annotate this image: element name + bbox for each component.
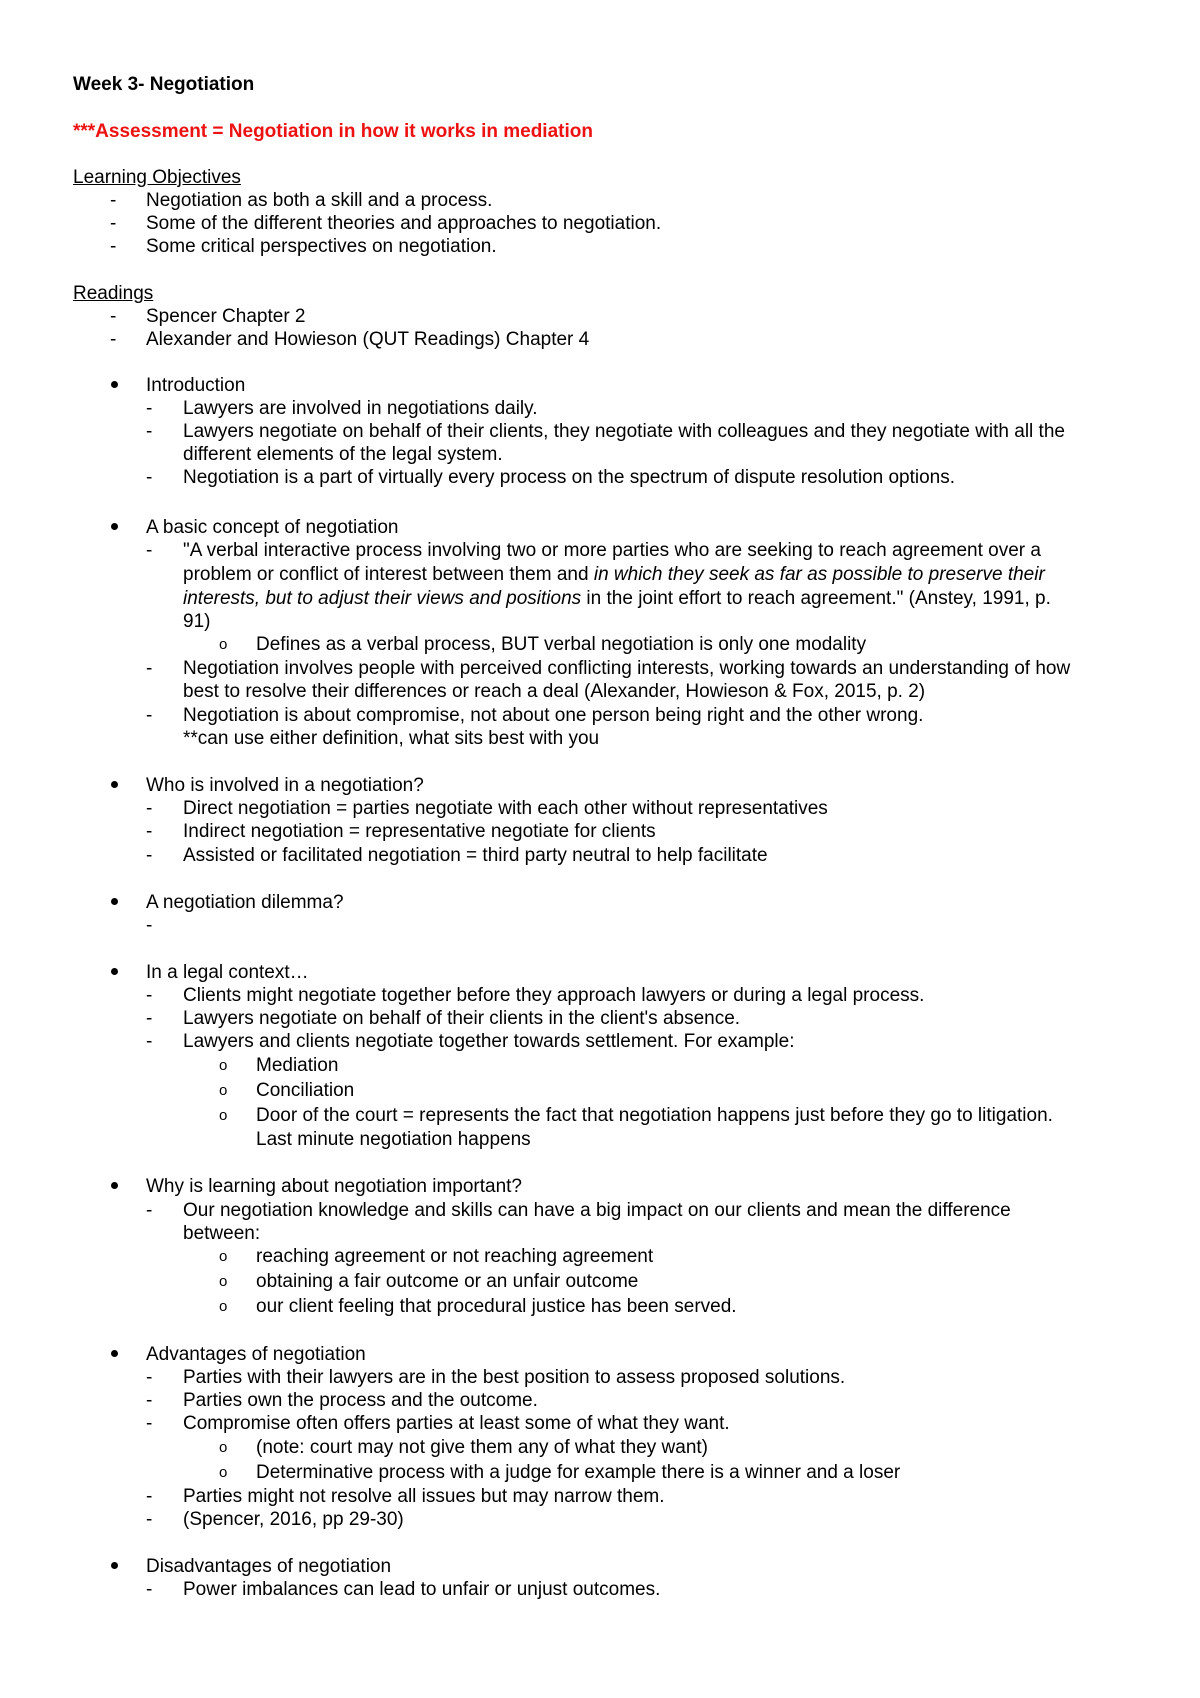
quote-plain-text: problem or conflict of interest between them and [183,564,594,585]
bullet-icon [111,968,118,975]
circle-marker: o [219,1298,228,1315]
dash-marker: - [110,213,117,234]
dash-marker: - [146,1200,153,1221]
quote-line [183,587,1051,610]
list-item: Assisted or facilitated negotiation = third party neutral to help facilitate [183,845,768,866]
list-item: (Spencer, 2016, pp 29-30) [183,1509,404,1530]
dash-marker: - [110,329,117,350]
readings-heading: Readings [73,283,154,304]
dash-marker: - [146,467,153,488]
list-item: Parties own the process and the outcome. [183,1390,538,1411]
reading-item: Alexander and Howieson (QUT Readings) Chapter 4 [146,329,590,350]
learning-objective-item: Negotiation as both a skill and a process. [146,190,493,211]
circle-marker: o [219,1107,228,1124]
sub-list-item: our client feeling that procedural justice has been served. [256,1296,737,1317]
circle-marker: o [219,1057,228,1074]
bullet-icon [111,781,118,788]
dash-marker: - [146,1579,153,1600]
sub-list-item: Determinative process with a judge for example there is a winner and a loser [256,1462,901,1483]
dash-marker: - [146,658,153,679]
list-item: Direct negotiation = parties negotiate with each other without representatives [183,798,828,819]
section-heading-introduction: Introduction [146,375,246,396]
learning-objective-item: Some critical perspectives on negotiation. [146,236,497,257]
bullet-icon [111,898,118,905]
list-item-continuation: different elements of the legal system. [183,444,503,465]
list-item: Parties might not resolve all issues but may narrow them. [183,1486,665,1507]
learning-objective-item: Some of the different theories and approaches to negotiation. [146,213,662,234]
section-heading-disadvantages: Disadvantages of negotiation [146,1556,392,1577]
dash-marker: - [146,798,153,819]
list-item-continuation: best to resolve their differences or reach a deal (Alexander, Howieson & Fox, 2015, p. 2) [183,681,926,702]
dash-marker: - [146,1413,153,1434]
reading-item: Spencer Chapter 2 [146,306,306,327]
sub-list-item: obtaining a fair outcome or an unfair outcome [256,1271,639,1292]
circle-marker: o [219,636,228,653]
section-heading-basic-concept: A basic concept of negotiation [146,517,399,538]
dash-marker: - [146,1031,153,1052]
circle-marker: o [219,1248,228,1265]
list-item: Negotiation involves people with perceived conflicting interests, working towards an understanding of how [183,658,1071,679]
list-item: Lawyers negotiate on behalf of their clients in the client's absence. [183,1008,741,1029]
list-item: Compromise often offers parties at least some of what they want. [183,1413,730,1434]
sub-list-item: reaching agreement or not reaching agreement [256,1246,654,1267]
section-heading-dilemma: A negotiation dilemma? [146,892,344,913]
quote-line: "A verbal interactive process involving two or more parties who are seeking to reach agreement over a [183,540,1041,561]
dash-marker: - [110,190,117,211]
dash-marker: - [146,540,153,561]
section-heading-why-important: Why is learning about negotiation important? [146,1176,523,1197]
bullet-icon [111,523,118,530]
circle-marker: o [219,1273,228,1290]
dash-marker: - [146,1486,153,1507]
list-item: Negotiation is about compromise, not about one person being right and the other wrong. [183,705,924,726]
quote-italic-text: interests, but to adjust their views and positions [183,588,582,609]
list-item: Lawyers and clients negotiate together towards settlement. For example: [183,1031,795,1052]
list-item: Power imbalances can lead to unfair or unjust outcomes. [183,1579,661,1600]
sub-list-item: Conciliation [256,1080,355,1101]
sub-list-item: Defines as a verbal process, BUT verbal negotiation is only one modality [256,634,867,655]
assessment-note: ***Assessment = Negotiation in how it works in mediation [73,121,593,142]
dash-marker: - [146,1390,153,1411]
section-heading-legal-context: In a legal context… [146,962,309,983]
dash-marker: - [146,915,153,936]
sub-list-item-continuation: Last minute negotiation happens [256,1129,531,1150]
list-item: Lawyers negotiate on behalf of their clients, they negotiate with colleagues and they negotiate with all the [183,421,1065,442]
sub-list-item: Door of the court = represents the fact that negotiation happens just before they go to litigation. [256,1105,1053,1126]
dash-marker: - [146,1509,153,1530]
list-item: Lawyers are involved in negotiations daily. [183,398,538,419]
circle-marker: o [219,1464,228,1481]
section-heading-advantages: Advantages of negotiation [146,1344,366,1365]
bullet-icon [111,1350,118,1357]
circle-marker: o [219,1082,228,1099]
bullet-icon [111,1562,118,1569]
list-item-continuation: **can use either definition, what sits best with you [183,728,600,749]
quote-plain-text: in the joint effort to reach agreement." (Anstey, 1991, p. [581,588,1051,609]
dash-marker: - [146,1367,153,1388]
bullet-icon [111,381,118,388]
sub-list-item: Mediation [256,1055,339,1076]
bullet-icon [111,1182,118,1189]
list-item: Indirect negotiation = representative negotiate for clients [183,821,656,842]
circle-marker: o [219,1439,228,1456]
dash-marker: - [146,821,153,842]
dash-marker: - [146,705,153,726]
list-item: Negotiation is a part of virtually every process on the spectrum of dispute resolution options. [183,467,956,488]
dash-marker: - [146,985,153,1006]
dash-marker: - [110,306,117,327]
page-title: Week 3- Negotiation [73,74,255,95]
list-item-continuation: between: [183,1223,261,1244]
dash-marker: - [146,398,153,419]
list-item: Clients might negotiate together before they approach lawyers or during a legal process. [183,985,925,1006]
quote-italic-text: in which they seek as far as possible to preserve their [593,564,1045,585]
dash-marker: - [110,236,117,257]
list-item: Parties with their lawyers are in the best position to assess proposed solutions. [183,1367,846,1388]
dash-marker: - [146,845,153,866]
quote-line [183,563,1045,586]
learning-objectives-heading: Learning Objectives [73,167,241,188]
dash-marker: - [146,1008,153,1029]
sub-list-item: (note: court may not give them any of what they want) [256,1437,709,1458]
list-item: Our negotiation knowledge and skills can have a big impact on our clients and mean the difference [183,1200,1011,1221]
section-heading-who-involved: Who is involved in a negotiation? [146,775,424,796]
quote-line: 91) [183,611,211,632]
dash-marker: - [146,421,153,442]
